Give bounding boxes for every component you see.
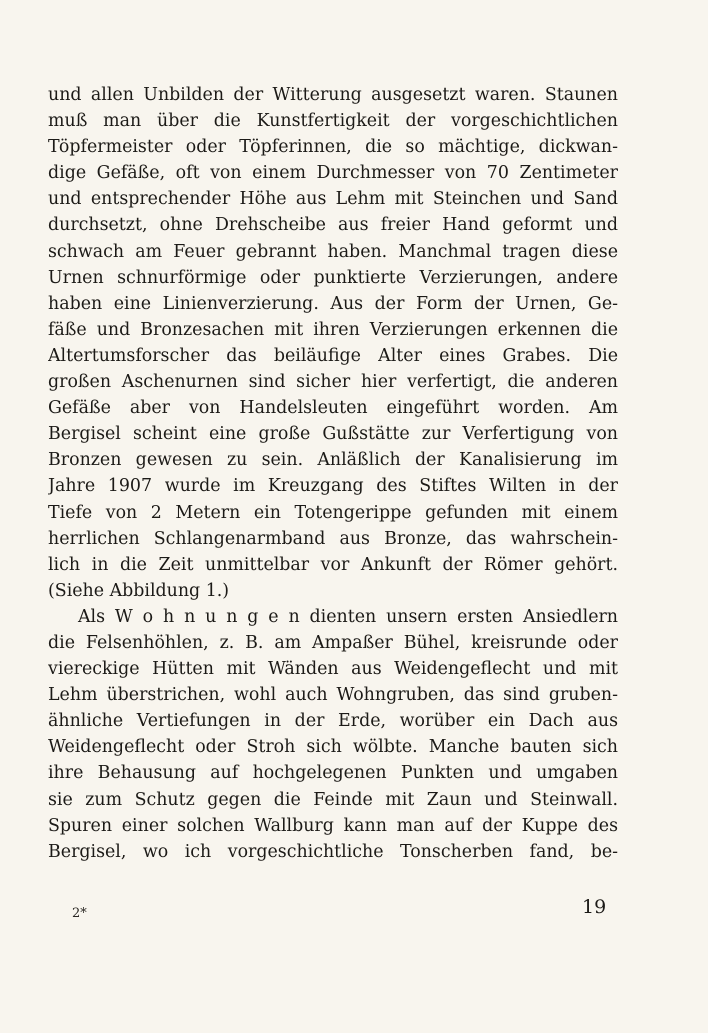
text-line: sie zum Schutz gegen die Feinde mit Zaun und Steinwall. bbox=[48, 789, 618, 810]
paragraph-start-line: Als W o h n u n g e n dienten unsern ersten Ansiedlern bbox=[78, 606, 618, 627]
text-line: und entsprechender Höhe aus Lehm mit Steinchen und Sand bbox=[48, 189, 618, 210]
text-line: ihre Behausung auf hochgelegenen Punkten und umgaben bbox=[48, 763, 618, 784]
text-line: Lehm überstrichen, wohl auch Wohngruben, das sind gruben- bbox=[48, 685, 618, 706]
text-line: großen Aschenurnen sind sicher hier verfertigt, die anderen bbox=[48, 372, 618, 393]
text-line: die Felsenhöhlen, z. B. am Ampaßer Bühel, kreisrunde oder bbox=[48, 632, 618, 653]
text-line: Bergisel, wo ich vorgeschichtliche Tonscherben fand, be- bbox=[48, 841, 618, 862]
text-line: fäße und Bronzesachen mit ihren Verzierungen erkennen die bbox=[48, 319, 618, 340]
body-text bbox=[48, 82, 618, 865]
text-line: lich in die Zeit unmittelbar vor Ankunft der Römer gehört. bbox=[48, 554, 618, 575]
text-line: Töpfermeister oder Töpferinnen, die so mächtige, dickwan- bbox=[48, 137, 618, 158]
text-line: dige Gefäße, oft von einem Durchmesser von 70 Zentimeter bbox=[48, 163, 618, 184]
text-line: Bronzen gewesen zu sein. Anläßlich der Kanalisierung im bbox=[48, 450, 618, 471]
text-line: schwach am Feuer gebrannt haben. Manchmal tragen diese bbox=[48, 241, 618, 262]
text-line: Altertumsforscher das beiläufige Alter eines Grabes. Die bbox=[48, 345, 618, 366]
text-line: Urnen schnurförmige oder punktierte Verzierungen, andere bbox=[48, 267, 618, 288]
text-line: herrlichen Schlangenarmband aus Bronze, das wahrschein- bbox=[48, 528, 618, 549]
text-line: Weidengeflecht oder Stroh sich wölbte. Manche bauten sich bbox=[48, 737, 618, 758]
text-line: viereckige Hütten mit Wänden aus Weidengeflecht und mit bbox=[48, 659, 618, 680]
page-number: 19 bbox=[582, 896, 607, 918]
text-line: ähnliche Vertiefungen in der Erde, worüber ein Dach aus bbox=[48, 711, 618, 732]
signature-mark: 2* bbox=[72, 906, 87, 921]
paragraph-end-line: (Siehe Abbildung 1.) bbox=[48, 580, 230, 601]
text-line: Spuren einer solchen Wallburg kann man auf der Kuppe des bbox=[48, 815, 618, 836]
text-line: Tiefe von 2 Metern ein Totengerippe gefunden mit einem bbox=[48, 502, 618, 523]
text-line: Bergisel scheint eine große Gußstätte zur Verfertigung von bbox=[48, 424, 618, 445]
text-line: haben eine Linienverzierung. Aus der Form der Urnen, Ge- bbox=[48, 293, 618, 314]
text-line: Gefäße aber von Handelsleuten eingeführt worden. Am bbox=[48, 398, 618, 419]
text-line: durchsetzt, ohne Drehscheibe aus freier Hand geformt und bbox=[48, 215, 618, 236]
text-line: muß man über die Kunstfertigkeit der vorgeschichtlichen bbox=[48, 111, 618, 132]
text-line: Jahre 1907 wurde im Kreuzgang des Stiftes Wilten in der bbox=[48, 476, 618, 497]
text-line: und allen Unbilden der Witterung ausgesetzt waren. Staunen bbox=[48, 85, 618, 105]
